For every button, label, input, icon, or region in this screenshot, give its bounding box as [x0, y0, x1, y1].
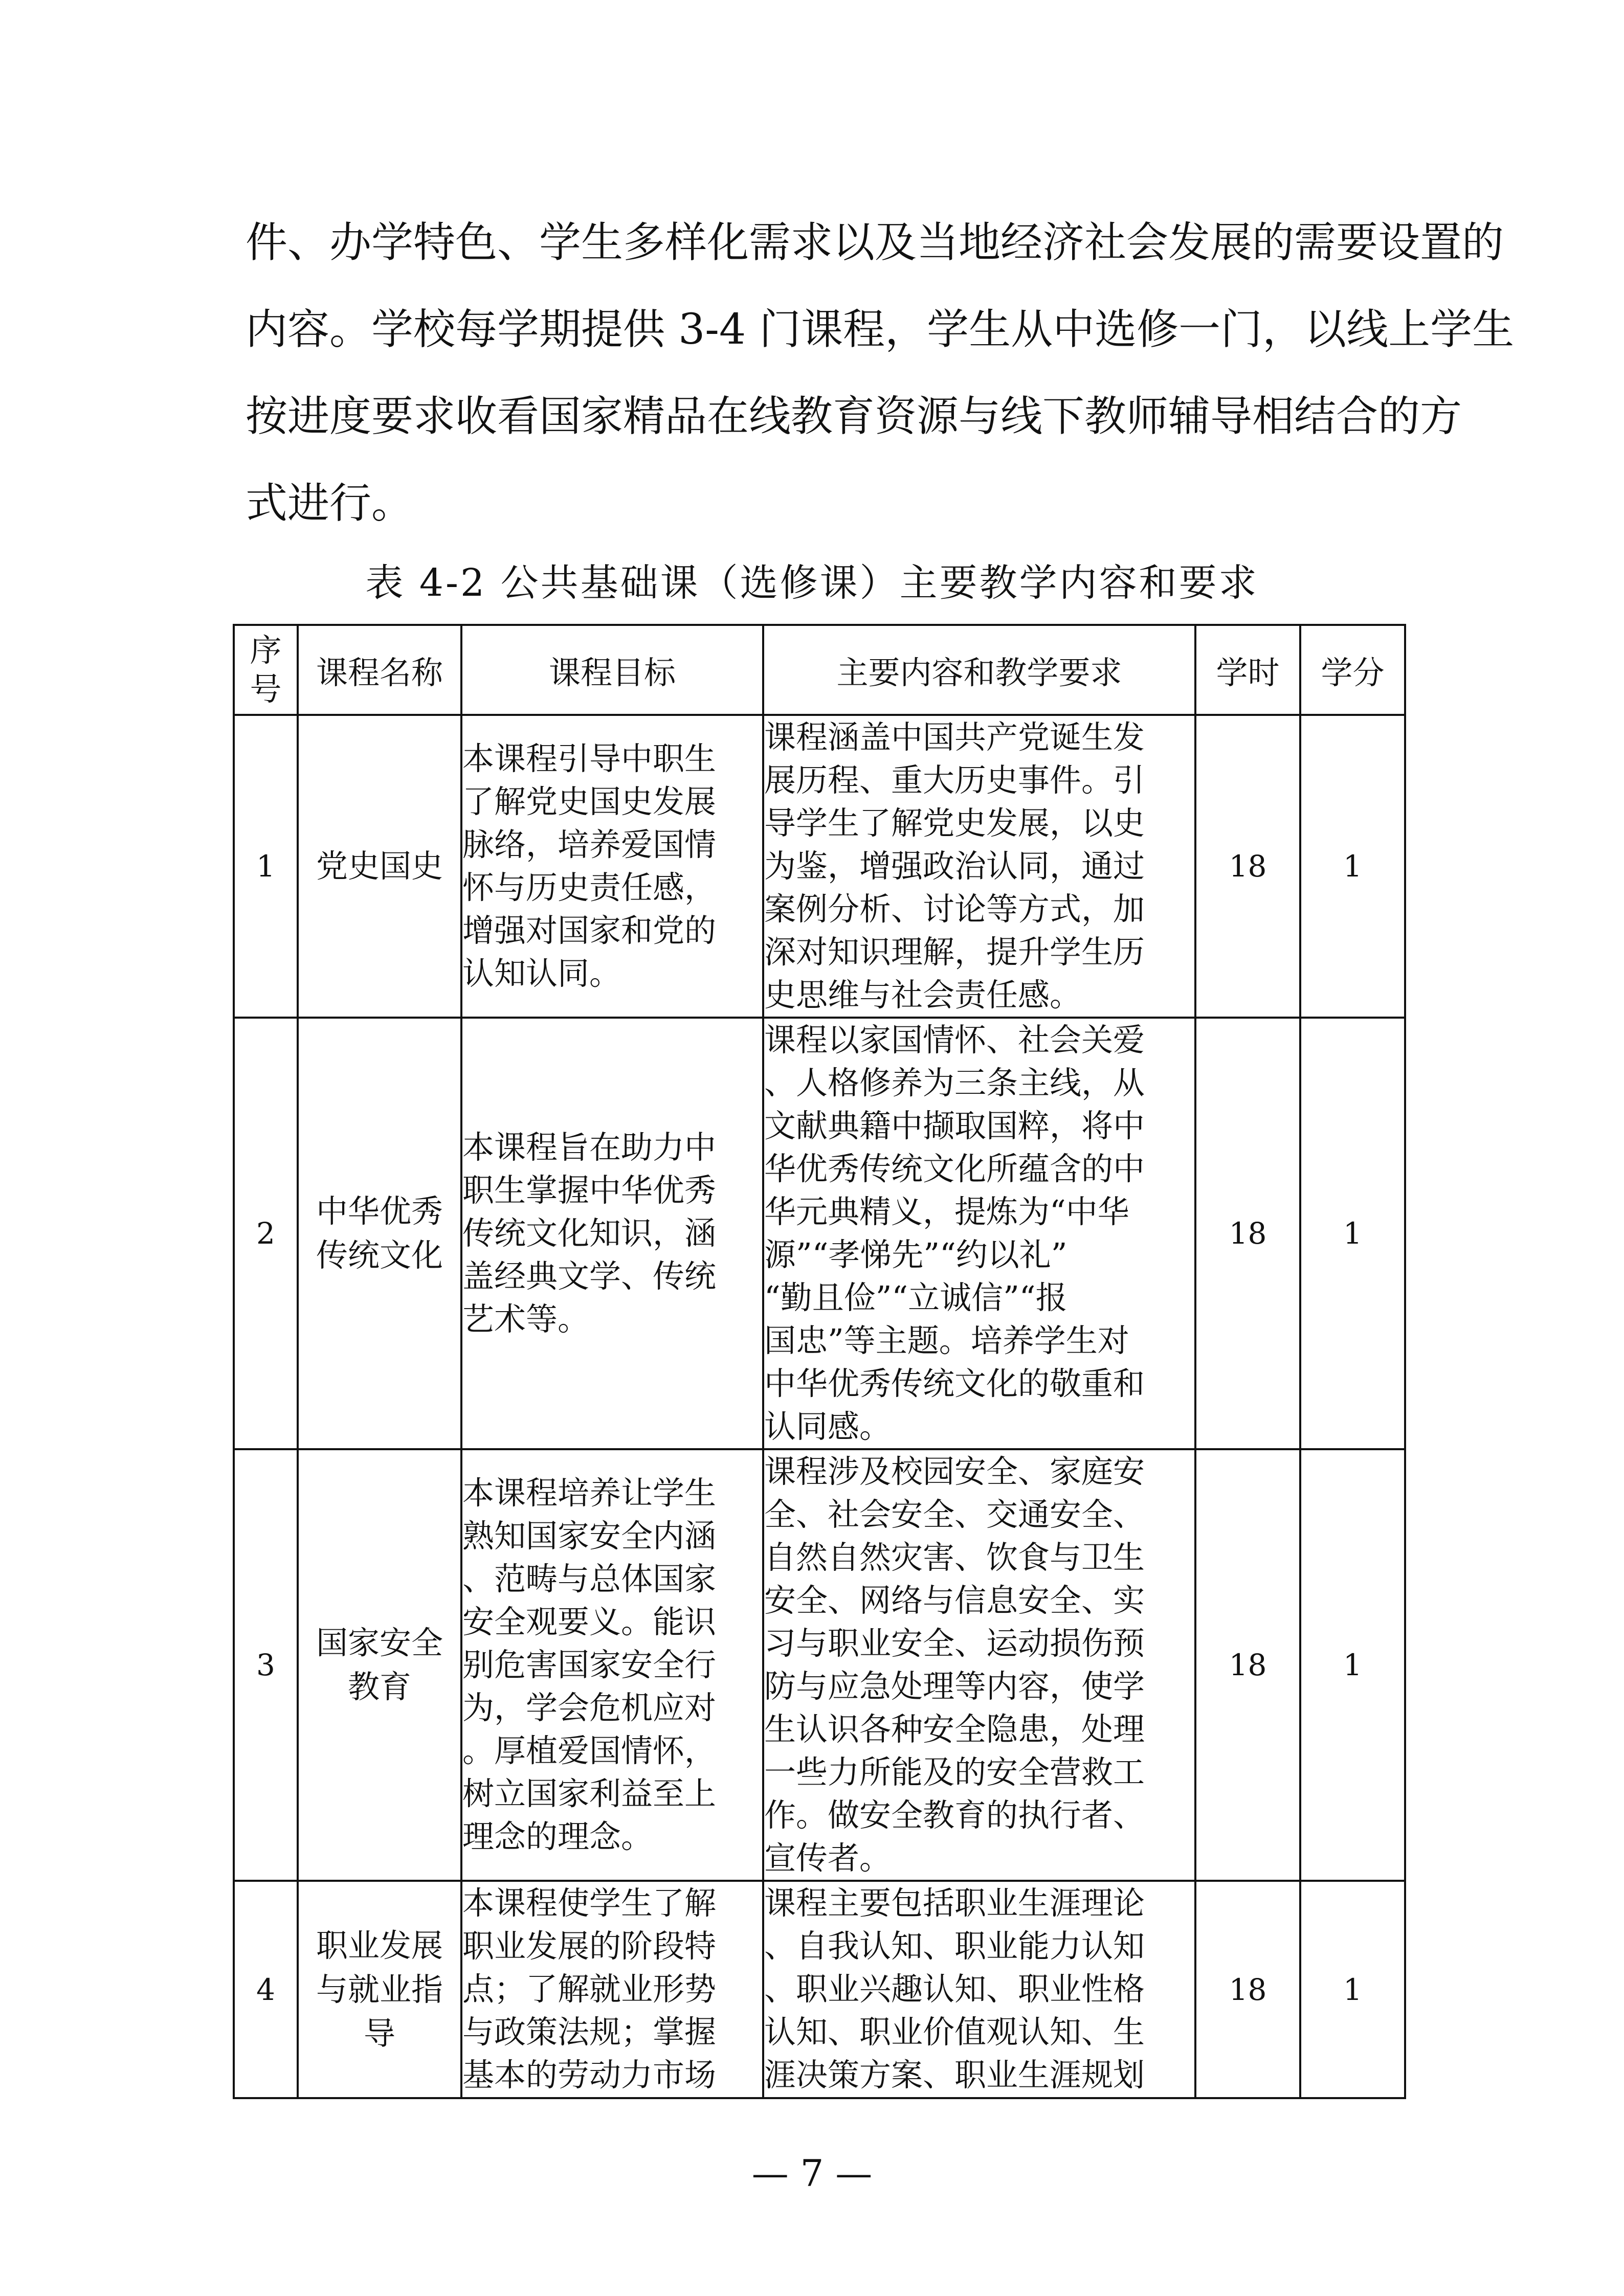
content-line: 课程涵盖中国共产党诞生发: [764, 718, 1145, 756]
name-line: 导: [363, 2014, 395, 2052]
content-line: 深对知识理解，提升学生历: [764, 933, 1145, 971]
goal-line: 增强对国家和党的: [462, 912, 717, 949]
content-line: 防与应急处理等内容，使学: [764, 1668, 1145, 1705]
row-course-name: [298, 1881, 461, 2098]
row-course-goal: [461, 1881, 763, 2098]
intro-line: 内容。学校每学期提供 3-4 门课程，学生从中选修一门，以线上学生: [246, 305, 1515, 354]
header-index-line: 号: [250, 670, 282, 708]
table-header-row: [234, 625, 1405, 715]
content-line: 作。做安全教育的执行者、: [764, 1796, 1145, 1834]
row-content: [763, 715, 1195, 1018]
goal-line: 了解党史国史发展: [462, 783, 717, 820]
table-row: [234, 1449, 1405, 1881]
name-line: 教育: [347, 1668, 411, 1705]
goal-line: 职业发展的阶段特: [462, 1927, 717, 1965]
row-credits: 1: [1300, 1018, 1405, 1449]
goal-line: 艺术等。: [462, 1300, 590, 1338]
intro-paragraph: [246, 210, 1515, 557]
goal-line: 与政策法规；掌握: [462, 2013, 717, 2051]
header-content: 主要内容和教学要求: [763, 625, 1195, 715]
goal-line: 熟知国家安全内涵: [462, 1517, 717, 1555]
row-content: [763, 1449, 1195, 1881]
name-line: 传统文化: [316, 1236, 443, 1274]
row-credits: 1: [1300, 1449, 1405, 1881]
row-hours: 18: [1195, 715, 1300, 1018]
row-index: 4: [234, 1881, 298, 2098]
row-hours: 18: [1195, 1018, 1300, 1449]
content-line: 案例分析、讨论等方式，加: [764, 890, 1145, 928]
goal-line: 传统文化知识，涵: [462, 1214, 717, 1252]
content-line: 生认识各种安全隐患，处理: [764, 1710, 1145, 1748]
content-line: 涯决策方案、职业生涯规划: [764, 2056, 1145, 2094]
row-course-name: [298, 1449, 461, 1881]
goal-line: 认知认同。: [462, 955, 621, 992]
goal-line: 本课程使学生了解: [462, 1884, 717, 1922]
row-index: 1: [234, 715, 298, 1018]
intro-line: 件、办学特色、学生多样化需求以及当地经济社会发展的需要设置的: [246, 218, 1504, 267]
goal-line: 本课程引导中职生: [462, 740, 717, 777]
content-line: 安全、网络与信息安全、实: [764, 1582, 1145, 1619]
content-line: 宣传者。: [764, 1839, 892, 1877]
content-line: 、自我认知、职业能力认知: [764, 1927, 1145, 1965]
table-row: [234, 715, 1405, 1018]
content-line: 展历程、重大历史事件。引: [764, 761, 1145, 799]
goal-line: 别危害国家安全行: [462, 1646, 717, 1683]
row-hours: 18: [1195, 1449, 1300, 1881]
header-credits: 学分: [1300, 625, 1405, 715]
goal-line: 安全观要义。能识: [462, 1603, 717, 1640]
row-course-goal: [461, 1449, 763, 1881]
goal-line: 职生掌握中华优秀: [462, 1172, 717, 1209]
row-course-name: [298, 715, 461, 1018]
goal-line: 本课程旨在助力中: [462, 1129, 717, 1166]
row-hours: 18: [1195, 1881, 1300, 2098]
row-content: [763, 1018, 1195, 1449]
content-line: 中华优秀传统文化的敬重和: [764, 1365, 1145, 1402]
goal-line: 树立国家利益至上: [462, 1775, 717, 1812]
intro-line: 式进行。: [246, 479, 414, 528]
content-line: 华优秀传统文化所蕴含的中: [764, 1150, 1145, 1187]
table-row: [234, 1018, 1405, 1449]
name-line: 国家安全: [316, 1624, 443, 1661]
content-line: 、职业兴趣认知、职业性格: [764, 1970, 1145, 2008]
content-line: 认同感。: [764, 1408, 892, 1445]
content-line: 自然自然灾害、饮食与卫生: [764, 1539, 1145, 1576]
content-line: 国忠”等主题。培养学生对: [764, 1322, 1129, 1359]
content-line: 认知、职业价值观认知、生: [764, 2013, 1145, 2051]
content-line: 史思维与社会责任感。: [764, 976, 1082, 1014]
content-line: 课程以家国情怀、社会关爱: [764, 1021, 1145, 1059]
header-course-goal: 课程目标: [461, 625, 763, 715]
goal-line: 理念的理念。: [462, 1818, 653, 1855]
course-table: [233, 624, 1406, 2099]
content-line: “勤且俭”“立诚信”“报: [764, 1279, 1067, 1316]
goal-line: 脉络，培养爱国情: [462, 826, 717, 863]
content-line: 为鉴，增强政治认同，通过: [764, 847, 1145, 885]
row-course-goal: [461, 1018, 763, 1449]
row-index: 3: [234, 1449, 298, 1881]
header-index: [234, 625, 298, 715]
header-index-line: 序: [250, 632, 282, 669]
content-line: 源”“孝悌先”“约以礼”: [764, 1236, 1067, 1273]
content-line: 华元典精义，提炼为“中华: [764, 1193, 1129, 1230]
goal-line: 、范畴与总体国家: [462, 1560, 717, 1597]
row-credits: 1: [1300, 1881, 1405, 2098]
row-content: [763, 1881, 1195, 2098]
row-course-goal: [461, 715, 763, 1018]
name-line: 党史国史: [316, 847, 443, 885]
content-line: 课程涉及校园安全、家庭安: [764, 1453, 1145, 1490]
content-line: 一些力所能及的安全营救工: [764, 1753, 1145, 1791]
header-hours: 学时: [1195, 625, 1300, 715]
content-line: 、人格修养为三条主线，从: [764, 1064, 1145, 1101]
intro-line: 按进度要求收看国家精品在线教育资源与线下教师辅导相结合的方: [246, 392, 1462, 441]
goal-line: 基本的劳动力市场: [462, 2056, 717, 2094]
goal-line: 盖经典文学、传统: [462, 1257, 717, 1295]
content-line: 导学生了解党史发展，以史: [764, 804, 1145, 842]
table-caption: 表 4-2 公共基础课（选修课）主要教学内容和要求: [365, 561, 1259, 605]
goal-line: 为，学会危机应对: [462, 1689, 717, 1726]
table-row: [234, 1881, 1405, 2098]
goal-line: 。厚植爱国情怀，: [462, 1732, 717, 1769]
header-course-name: 课程名称: [298, 625, 461, 715]
content-line: 课程主要包括职业生涯理论: [764, 1884, 1145, 1922]
goal-line: 怀与历史责任感，: [462, 869, 717, 906]
goal-line: 点；了解就业形势: [462, 1970, 717, 2008]
goal-line: 本课程培养让学生: [462, 1474, 717, 1512]
page-number: — 7 —: [751, 2152, 873, 2195]
name-line: 中华优秀: [316, 1192, 443, 1230]
content-line: 文献典籍中撷取国粹，将中: [764, 1107, 1145, 1144]
name-line: 职业发展: [316, 1926, 443, 1964]
name-line: 与就业指: [316, 1970, 443, 2008]
row-course-name: [298, 1018, 461, 1449]
row-credits: 1: [1300, 715, 1405, 1018]
content-line: 全、社会安全、交通安全、: [764, 1496, 1145, 1533]
row-index: 2: [234, 1018, 298, 1449]
content-line: 习与职业安全、运动损伤预: [764, 1625, 1145, 1662]
